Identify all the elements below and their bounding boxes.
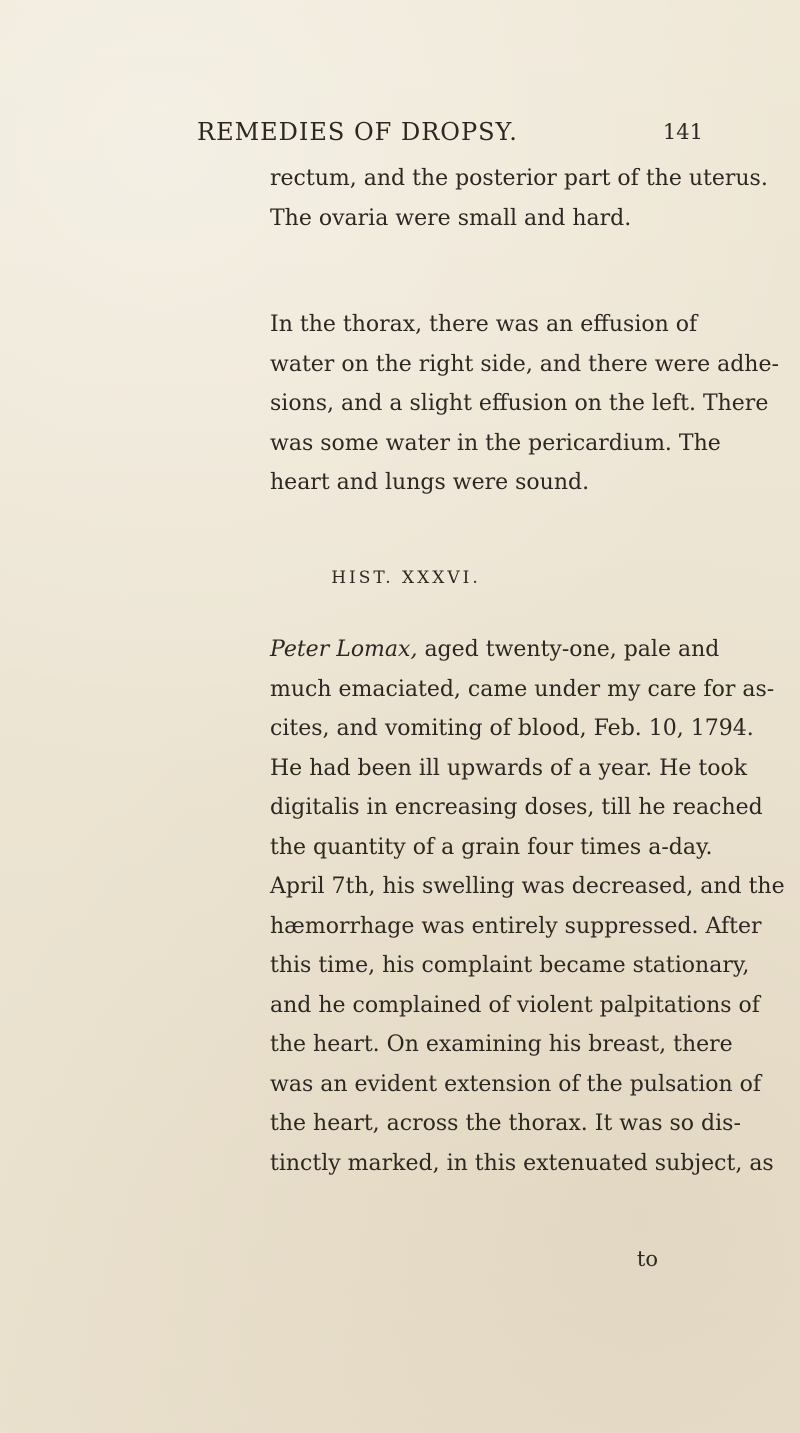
text-line: the heart, across the thorax. It was so dis- — [270, 1111, 741, 1136]
text-line: this time, his complaint became stationary, — [270, 953, 750, 978]
text-line: rectum, and the posterior part of the uterus. — [270, 166, 768, 191]
text-line: heart and lungs were sound. — [270, 470, 590, 495]
text-line: The ovaria were small and hard. — [270, 205, 632, 231]
text-line: digitalis in encreasing doses, till he reached — [270, 795, 763, 820]
text-line: tinctly marked, in this extenuated subject, as — [270, 1150, 774, 1176]
text-line: sions, and a slight effusion on the left. There — [270, 391, 769, 416]
catchword: to — [636, 1247, 658, 1271]
text-line: In the thorax, there was an effusion of — [270, 312, 698, 337]
text-line: was an evident extension of the pulsation of — [270, 1071, 762, 1097]
text-line: April 7th, his swelling was decreased, and the — [270, 874, 785, 899]
text-line — [270, 630, 720, 670]
paragraph-2 — [270, 305, 779, 503]
text-line: much emaciated, came under my care for as- — [270, 676, 775, 702]
text-line: and he complained of violent palpitations of — [270, 992, 760, 1018]
page-number: 141 — [662, 120, 703, 144]
text-line: the heart. On examining his breast, there — [270, 1032, 733, 1057]
text-line: cites, and vomiting of blood, Feb. 10, 1794. — [270, 716, 754, 741]
page-header — [197, 118, 717, 154]
text-line: the quantity of a grain four times a-day. — [270, 834, 713, 860]
text-line: hæmorrhage was entirely suppressed. After — [270, 913, 762, 939]
text-line: was some water in the pericardium. The — [270, 430, 721, 456]
history-paragraph — [270, 630, 785, 1183]
running-head: REMEDIES OF DROPSY. — [197, 118, 518, 146]
first-line-rest: aged twenty-one, pale and — [424, 637, 720, 662]
history-title: HIST. XXXVI. — [331, 568, 481, 588]
text-line: He had been ill upwards of a year. He took — [270, 755, 748, 781]
text-line: water on the right side, and there were adhe- — [270, 351, 779, 377]
patient-name: Peter Lomax, — [270, 637, 418, 662]
paragraph-1 — [270, 159, 768, 238]
